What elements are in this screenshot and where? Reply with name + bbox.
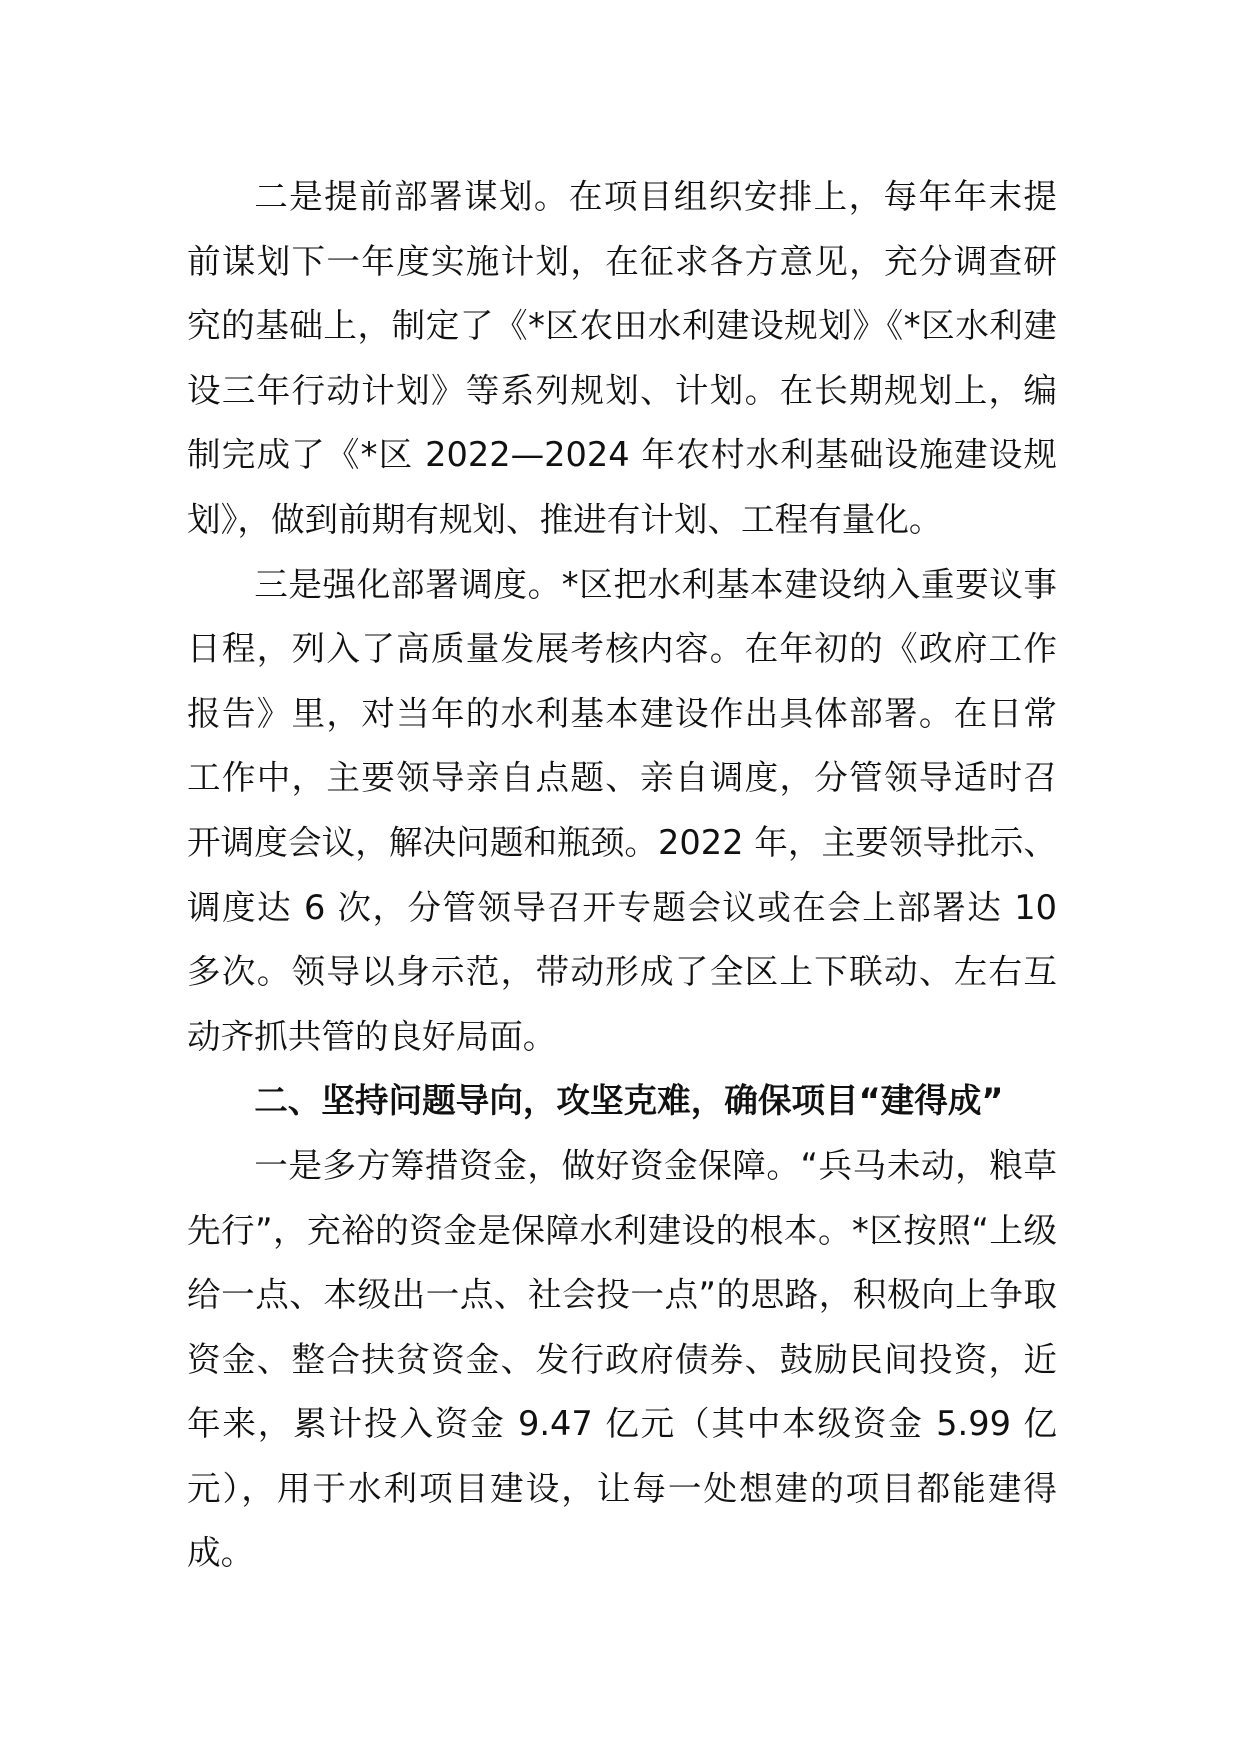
paragraph-advance-planning: 二是提前部署谋划。在项目组织安排上，每年年末提前谋划下一年度实施计划，在征求各方意见，充分调查研究的基础上，制定了《*区农田水利建设规划》《*区水利建设三年行动计划》等系列规划、计划。在长期规划上，编制完成了《*区 2022—2024 年农村水利基础设施建设规划》，做到前期有规划、推进有计划、工程有量化。 [187, 177, 1057, 539]
section-heading: 二、坚持问题导向，攻坚克难，确保项目“建得成” [254, 1081, 1004, 1121]
paragraph-raise-funds: 一是多方筹措资金，做好资金保障。“兵马未动，粮草先行”，充裕的资金是保障水利建设的根本。*区按照“上级给一点、本级出一点、社会投一点”的思路，积极向上争取资金、整合扶贫资金、发行政府债券、鼓励民间投资，近年来，累计投入资金 9.47 亿元（其中本级资金 5.99 亿元），用于水利项目建设，让每一处想建的项目都能建得成。 [187, 1145, 1057, 1573]
paragraph-strengthen-scheduling: 三是强化部署调度。*区把水利基本建设纳入重要议事日程，列入了高质量发展考核内容。在年初的《政府工作报告》里，对当年的水利基本建设作出具体部署。在日常工作中，主要领导亲自点题、亲自调度，分管领导适时召开调度会议，解决问题和瓶颈。2022 年，主要领导批示、调度达 6 次，分管领导召开专题会议或在会上部署达 10 多次。领导以身示范，带动形成了全区上下联动、左右互动齐抓共管的良好局面。 [187, 564, 1057, 1056]
document-body [187, 165, 1057, 1586]
